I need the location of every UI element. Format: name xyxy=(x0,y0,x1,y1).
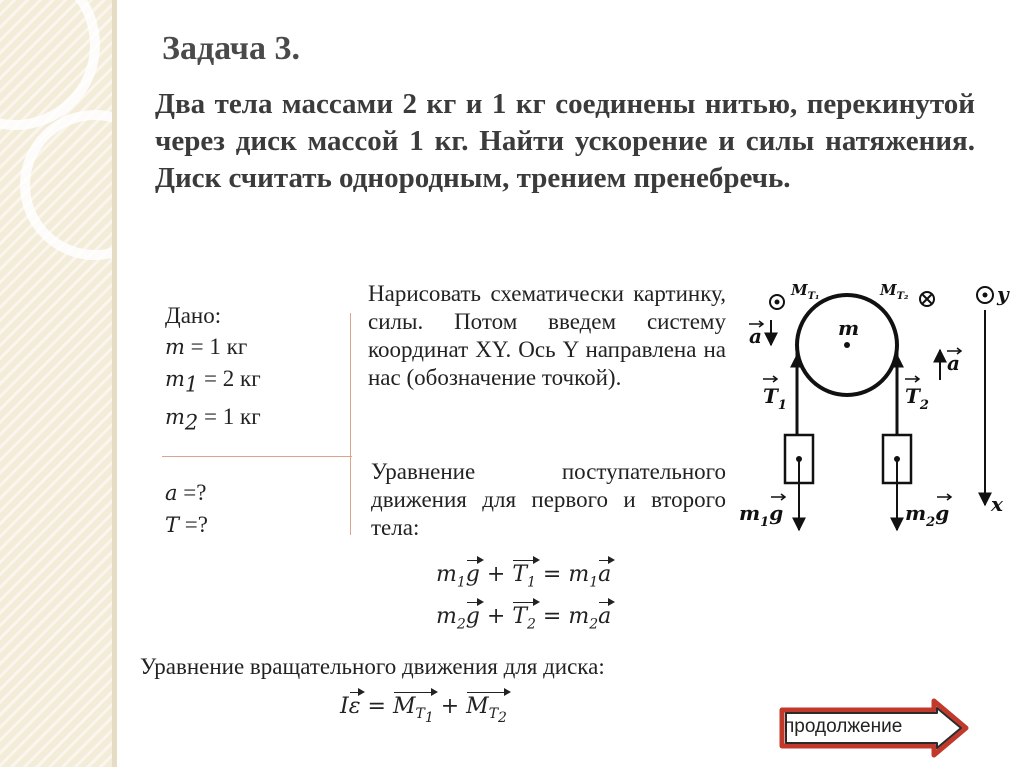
draw-instructions: Нарисовать схематически картинку, силы. Потом введем систему координат XY. Ось Y направлена на нас (обозначение точкой). xyxy=(368,281,726,390)
find-value: =? xyxy=(183,480,207,505)
given-sub: 1 xyxy=(184,372,199,397)
given-value: = 1 кг xyxy=(204,403,261,429)
moment-t1-label: $M_{T_1}$ xyxy=(791,281,820,302)
find-value: =? xyxy=(184,512,208,537)
given-divider-vertical xyxy=(350,313,351,535)
given-block xyxy=(165,300,261,438)
slide-title: Задача 3. xyxy=(162,30,300,67)
stripe-edge xyxy=(112,0,117,767)
given-sub: 2 xyxy=(184,410,199,435)
find-row-t xyxy=(165,509,208,541)
given-row-m2 xyxy=(165,401,261,439)
gravity-1-label: $m_1g$ xyxy=(739,501,784,530)
equation-body-1: $m_1g + T_1 = m_1a$ xyxy=(436,562,612,591)
find-row-a xyxy=(165,477,208,509)
find-var: T xyxy=(165,513,180,537)
equation-disk: $I\varepsilon = M_{T_1} + M_{T_2}$ xyxy=(340,694,507,727)
moment-t2-label: $M_{T_2}$ xyxy=(880,281,909,302)
y-axis-dot xyxy=(983,293,988,298)
given-var: m xyxy=(165,335,185,359)
tension-2-label: $T_2$ xyxy=(905,384,929,413)
given-var: m xyxy=(165,404,185,429)
gravity-2-label: $m_2g$ xyxy=(905,501,950,530)
tension-1-label: $T_1$ xyxy=(763,384,787,413)
given-row-m1 xyxy=(165,363,261,401)
given-row-m xyxy=(165,331,261,363)
find-var: a xyxy=(165,481,178,505)
equation-body-2: $m_2g + T_2 = m_2a$ xyxy=(436,604,612,633)
given-var: m xyxy=(165,367,185,391)
decorative-side-stripe xyxy=(0,0,112,767)
given-divider-horizontal xyxy=(162,456,352,457)
problem-statement: Два тела массами 2 кг и 1 кг соединены нитью, перекинутой через диск массой 1 кг. Найти ускорение и силы натяжения. Диск считать однородным, трением пренебречь. xyxy=(155,88,975,194)
accel-1-label: a xyxy=(749,324,762,348)
accel-2-label: a xyxy=(947,351,960,375)
pulley-diagram xyxy=(735,275,1010,540)
translational-text: Уравнение поступательного движения для первого и второго тела: xyxy=(371,459,726,540)
disk-mass-label: m xyxy=(838,316,860,340)
given-label: Дано: xyxy=(165,303,222,328)
continue-button-label[interactable]: продолжение xyxy=(784,716,903,737)
x-axis-label: x xyxy=(991,492,1003,516)
decorative-ring xyxy=(20,110,112,260)
y-axis-label: y xyxy=(997,282,1009,306)
given-value: = 1 кг xyxy=(190,334,248,359)
given-value: = 2 кг xyxy=(204,366,261,391)
find-block xyxy=(165,477,208,541)
moment-t1-dot xyxy=(775,300,780,305)
disk-center xyxy=(844,342,850,348)
rotational-text: Уравнение вращательного движения для диска: xyxy=(140,654,605,679)
